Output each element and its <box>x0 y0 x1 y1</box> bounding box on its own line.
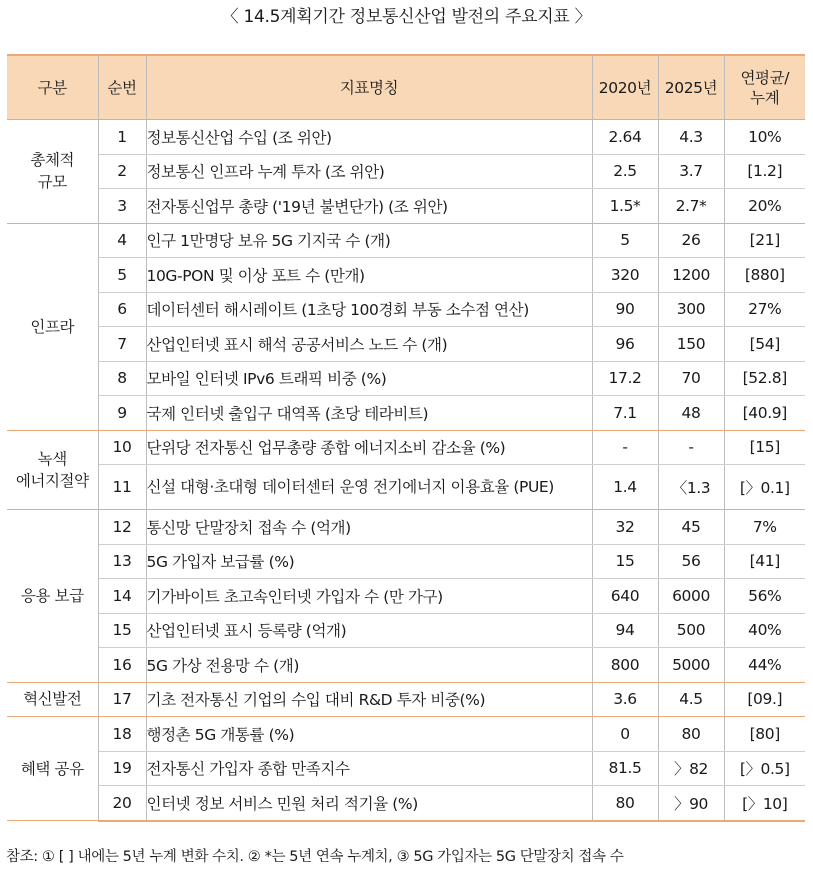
growth-value: [880] <box>724 258 805 293</box>
indicator-name: 행정촌 5G 개통률 (%) <box>146 717 592 752</box>
growth-value: [80] <box>724 717 805 752</box>
table-body <box>7 120 805 821</box>
value-2025: 4.5 <box>658 682 724 717</box>
value-2020: 800 <box>592 648 658 683</box>
indicator-name: 산업인터넷 표시 등록량 (억개) <box>146 613 592 648</box>
value-2020: 0 <box>592 717 658 752</box>
value-2025: 150 <box>658 327 724 362</box>
indicator-name: 기가바이트 초고속인터넷 가입자 수 (만 가구) <box>146 579 592 614</box>
header-name: 지표명칭 <box>146 55 592 120</box>
indicator-name: 10G-PON 및 이상 포트 수 (만개) <box>146 258 592 293</box>
row-number: 7 <box>98 327 146 362</box>
header-growth <box>724 55 805 120</box>
row-number: 9 <box>98 396 146 431</box>
category-label: 인프라 <box>30 317 75 336</box>
table-row <box>7 579 805 614</box>
row-number: 14 <box>98 579 146 614</box>
category-label: 총체적 <box>30 151 75 170</box>
value-2025: 5000 <box>658 648 724 683</box>
row-number: 4 <box>98 223 146 258</box>
value-2025: 26 <box>658 223 724 258</box>
row-number: 8 <box>98 361 146 396</box>
value-2020: 1.4 <box>592 465 658 510</box>
table-row <box>7 154 805 189</box>
row-number: 13 <box>98 544 146 579</box>
header-growth-line1: 연평균/ <box>740 68 790 87</box>
category-cell <box>7 682 98 717</box>
row-number: 12 <box>98 510 146 545</box>
value-2020: 15 <box>592 544 658 579</box>
growth-value: 10% <box>724 120 805 155</box>
growth-value: 40% <box>724 613 805 648</box>
category-cell <box>7 430 98 510</box>
growth-value: 44% <box>724 648 805 683</box>
value-2020: - <box>592 430 658 465</box>
table-row <box>7 120 805 155</box>
table-row <box>7 613 805 648</box>
indicator-name: 정보통신산업 수입 (조 위안) <box>146 120 592 155</box>
category-label: 에너지절약 <box>15 471 89 490</box>
growth-value: [54] <box>724 327 805 362</box>
value-2025: 3.7 <box>658 154 724 189</box>
indicator-table <box>7 54 805 822</box>
value-2025: 56 <box>658 544 724 579</box>
growth-value: 20% <box>724 189 805 224</box>
table-row <box>7 396 805 431</box>
header-2025: 2025년 <box>658 55 724 120</box>
value-2020: 2.5 <box>592 154 658 189</box>
value-2025: 〈1.3 <box>658 465 724 510</box>
row-number: 16 <box>98 648 146 683</box>
category-label: 녹색 <box>37 449 67 468</box>
growth-value: [15] <box>724 430 805 465</box>
value-2020: 90 <box>592 292 658 327</box>
value-2020: 7.1 <box>592 396 658 431</box>
indicator-name: 신설 대형·초대형 데이터센터 운영 전기에너지 이용효율 (PUE) <box>146 465 592 510</box>
header-2020: 2020년 <box>592 55 658 120</box>
indicator-name: 인구 1만명당 보유 5G 기지국 수 (개) <box>146 223 592 258</box>
table-row <box>7 648 805 683</box>
value-2020: 320 <box>592 258 658 293</box>
table-row <box>7 510 805 545</box>
table-row <box>7 258 805 293</box>
header-growth-line2: 누계 <box>750 88 780 107</box>
table-title: 〈 14.5계획기간 정보통신산업 발전의 주요지표 〉 <box>221 7 592 27</box>
header-number: 순번 <box>98 55 146 120</box>
category-cell <box>7 717 98 821</box>
value-2025: 500 <box>658 613 724 648</box>
growth-value: 56% <box>724 579 805 614</box>
growth-value: [09.] <box>724 682 805 717</box>
value-2020: 81.5 <box>592 751 658 786</box>
value-2020: 3.6 <box>592 682 658 717</box>
value-2020: 17.2 <box>592 361 658 396</box>
row-number: 5 <box>98 258 146 293</box>
category-cell <box>7 510 98 683</box>
growth-value: [52.8] <box>724 361 805 396</box>
growth-value: [〉0.5] <box>724 751 805 786</box>
value-2025: - <box>658 430 724 465</box>
value-2020: 80 <box>592 786 658 821</box>
table-row <box>7 465 805 510</box>
value-2025: 6000 <box>658 579 724 614</box>
growth-value: [21] <box>724 223 805 258</box>
value-2025: 300 <box>658 292 724 327</box>
row-number: 17 <box>98 682 146 717</box>
value-2020: 94 <box>592 613 658 648</box>
row-number: 1 <box>98 120 146 155</box>
table-row <box>7 544 805 579</box>
value-2025: 〉82 <box>658 751 724 786</box>
table-row <box>7 189 805 224</box>
value-2025: 45 <box>658 510 724 545</box>
indicator-name: 기초 전자통신 기업의 수입 대비 R&D 투자 비중(%) <box>146 682 592 717</box>
table-row <box>7 751 805 786</box>
indicator-name: 데이터센터 해시레이트 (1초당 100경회 부동 소수점 연산) <box>146 292 592 327</box>
table-row <box>7 682 805 717</box>
value-2020: 5 <box>592 223 658 258</box>
table-row <box>7 223 805 258</box>
table-row <box>7 361 805 396</box>
indicator-name: 산업인터넷 표시 해석 공공서비스 노드 수 (개) <box>146 327 592 362</box>
row-number: 11 <box>98 465 146 510</box>
value-2020: 32 <box>592 510 658 545</box>
value-2025: 80 <box>658 717 724 752</box>
growth-value: [40.9] <box>724 396 805 431</box>
value-2020: 640 <box>592 579 658 614</box>
row-number: 20 <box>98 786 146 821</box>
table-row <box>7 430 805 465</box>
value-2025: 1200 <box>658 258 724 293</box>
indicator-name: 전자통신 가입자 종합 만족지수 <box>146 751 592 786</box>
row-number: 6 <box>98 292 146 327</box>
indicator-name: 인터넷 정보 서비스 민원 처리 적기율 (%) <box>146 786 592 821</box>
value-2020: 2.64 <box>592 120 658 155</box>
category-label: 혁신발전 <box>23 690 82 709</box>
footnote: 참조: ① [ ] 내에는 5년 누계 변화 수치. ② *는 5년 연속 누계치, ③ 5G 가입자는 5G 단말장치 접속 수 <box>6 849 624 865</box>
indicator-name: 모바일 인터넷 IPv6 트래픽 비중 (%) <box>146 361 592 396</box>
value-2020: 96 <box>592 327 658 362</box>
indicator-name: 단위당 전자통신 업무총량 종합 에너지소비 감소율 (%) <box>146 430 592 465</box>
growth-value: [〉0.1] <box>724 465 805 510</box>
indicator-name: 국제 인터넷 출입구 대역폭 (초당 테라비트) <box>146 396 592 431</box>
indicator-name: 전자통신업무 총량 ('19년 불변단가) (조 위안) <box>146 189 592 224</box>
growth-value: 7% <box>724 510 805 545</box>
header-category: 구분 <box>7 55 98 120</box>
table-row <box>7 786 805 821</box>
growth-value: [〉10] <box>724 786 805 821</box>
category-cell <box>7 223 98 430</box>
indicator-name: 정보통신 인프라 누계 투자 (조 위안) <box>146 154 592 189</box>
growth-value: 27% <box>724 292 805 327</box>
value-2025: 70 <box>658 361 724 396</box>
header-row <box>7 55 805 120</box>
row-number: 2 <box>98 154 146 189</box>
value-2025: 2.7* <box>658 189 724 224</box>
value-2025: 48 <box>658 396 724 431</box>
table-row <box>7 327 805 362</box>
row-number: 10 <box>98 430 146 465</box>
value-2025: 4.3 <box>658 120 724 155</box>
indicator-name: 5G 가상 전용망 수 (개) <box>146 648 592 683</box>
growth-value: [1.2] <box>724 154 805 189</box>
table-row <box>7 292 805 327</box>
row-number: 18 <box>98 717 146 752</box>
row-number: 15 <box>98 613 146 648</box>
value-2025: 〉90 <box>658 786 724 821</box>
category-label: 규모 <box>37 173 67 192</box>
row-number: 3 <box>98 189 146 224</box>
category-cell <box>7 120 98 224</box>
category-label: 응용 보급 <box>20 586 84 605</box>
indicator-name: 5G 가입자 보급률 (%) <box>146 544 592 579</box>
value-2020: 1.5* <box>592 189 658 224</box>
table-row <box>7 717 805 752</box>
growth-value: [41] <box>724 544 805 579</box>
indicator-name: 통신망 단말장치 접속 수 (억개) <box>146 510 592 545</box>
category-label: 혜택 공유 <box>20 759 84 778</box>
row-number: 19 <box>98 751 146 786</box>
